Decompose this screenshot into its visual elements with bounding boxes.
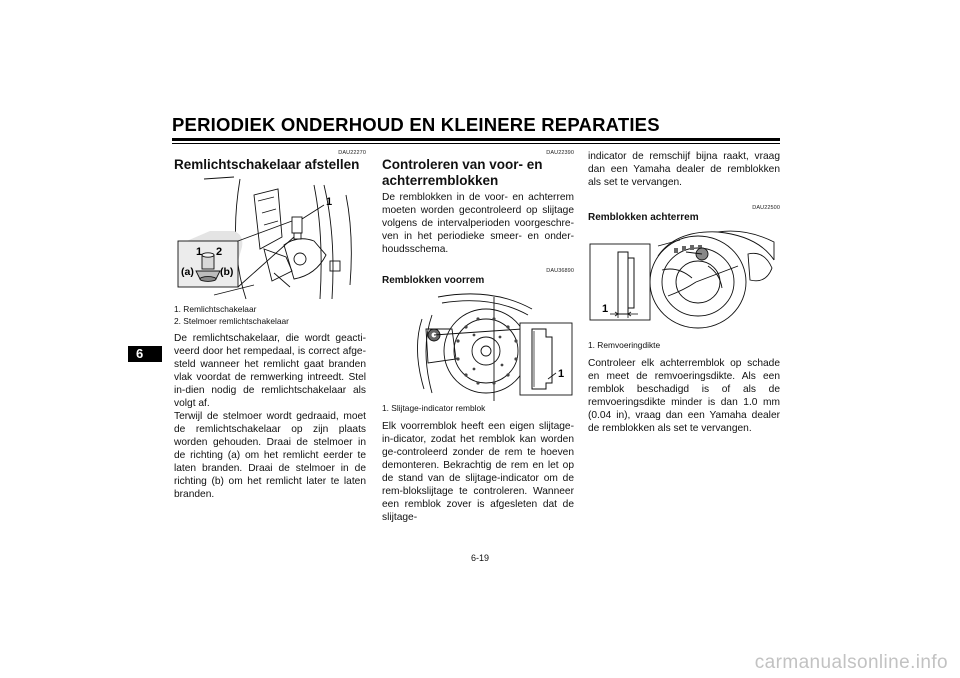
- figure-callout-1: 1: [326, 196, 333, 208]
- header-rule-thin: [172, 143, 780, 144]
- caption-1: 1. Remlichtschakelaar: [174, 304, 257, 314]
- paragraph: Terwijl de stelmoer wordt gedraaid, moet de remlichtschakelaar op zijn plaats worden gehouden. Draai de stelmoer in de richting (a) om het remlicht eerder te laten branden. Draai de stelmoer in de richting (b) om het remlicht later te laten branden.: [174, 411, 366, 500]
- figure-label-2: 2: [216, 246, 223, 258]
- caption-1: 1. Remvoeringdikte: [588, 340, 661, 350]
- front-brake-illustration: [382, 289, 574, 401]
- caption-1: 1. Slijtage-indicator remblok: [382, 403, 486, 413]
- subsection-code: DAU36890: [546, 268, 574, 274]
- body-paragraph: Elk voorremblok heeft een eigen slijtage-in-dicator, zodat het remblok kan worden ge-controleerd zonder de rem te hoeven demonteren. Bekrachtig de rem en let op de stand van de slijtage-indicator om de rem-blokslijtage te controleren. Wanneer een remblok zover is afgesleten dat de slijtage-: [382, 421, 574, 523]
- figure-rear-brake-pads: [588, 226, 780, 338]
- subsection-title: Remblokken voorrem: [382, 275, 485, 286]
- caption-2: 2. Stelmoer remlichtschakelaar: [174, 316, 289, 326]
- column-brake-light-switch: [174, 150, 366, 501]
- figure-callout-1: 1: [558, 368, 565, 380]
- header-rule-thick: [172, 138, 780, 141]
- rear-brake-illustration: [588, 226, 780, 338]
- section-code: DAU22500: [752, 205, 780, 211]
- section-title: Remlichtschakelaar afstellen: [174, 157, 360, 172]
- brake-light-switch-illustration: [174, 175, 366, 301]
- section-title: Controleren van voor- en achterremblokken: [382, 157, 543, 188]
- chapter-tab: 6: [128, 346, 162, 362]
- column-brake-pads: [382, 150, 574, 524]
- paragraph: De remlichtschakelaar, die wordt geacti-veerd door het rempedaal, is correct afge-steld wanneer het remlicht gaat branden vlak voordat de remwerking intreedt. Stel in-dien nodig de remlichtschakelaar als volgt af.: [174, 333, 366, 409]
- section-title: Remblokken achterrem: [588, 212, 699, 223]
- watermark-text: carmanualsonline.info: [754, 652, 948, 673]
- intro-paragraph: De remblokken in de voor- en achterrem moeten worden gecontroleerd op slijtage volgens de intervalperioden voorgeschre-ven in het periodieke smeer- en onder-houdsschema.: [382, 192, 574, 255]
- figure-label-1: 1: [196, 246, 203, 258]
- body-paragraph: Controleer elk achterremblok op schade en meet de remvoeringsdikte. Als een remblok beschadigd is of als de remvoeringsdikte minder is dan 1.0 mm (0.04 in), vraag dan een Yamaha dealer de remblokken als set te vervangen.: [588, 358, 780, 434]
- section-code: DAU22270: [338, 150, 366, 156]
- section-code: DAU22390: [546, 150, 574, 156]
- column-rear-brake-pads: [588, 150, 780, 435]
- figure-brake-light-switch: [174, 175, 366, 301]
- figure-callout-1: 1: [602, 303, 609, 315]
- page-number: 6-19: [470, 553, 489, 563]
- page-header-title: PERIODIEK ONDERHOUD EN KLEINERE REPARATIES: [172, 114, 660, 135]
- figure-label-b: (b): [220, 266, 234, 278]
- figure-label-a: (a): [181, 266, 194, 278]
- figure-front-brake-pads: [382, 289, 574, 401]
- continuation-paragraph: indicator de remschijf bijna raakt, vraag dan een Yamaha dealer de remblokken als set te vervangen.: [588, 151, 780, 188]
